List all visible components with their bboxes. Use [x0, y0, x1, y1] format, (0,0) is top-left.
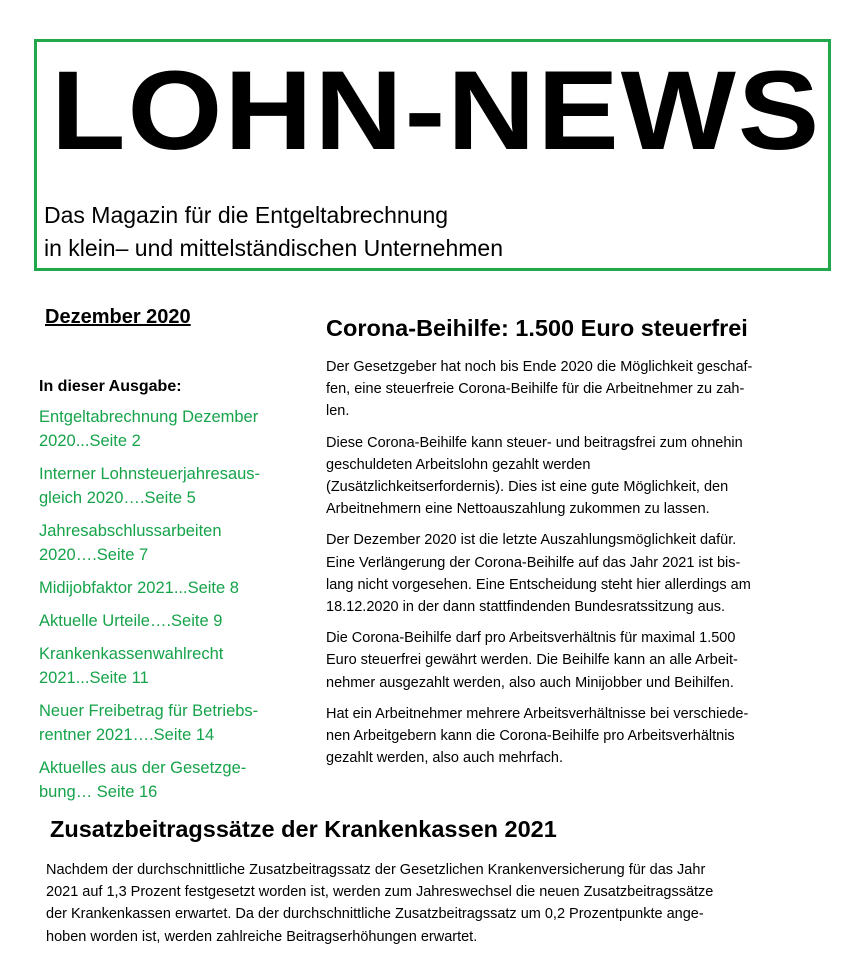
- toc-item-line: Interner Lohnsteuerjahresaus-: [39, 465, 261, 483]
- toc-item-line: 2020...Seite 2: [39, 432, 141, 450]
- toc-item[interactable]: [39, 609, 299, 633]
- toc-item-line: gleich 2020….Seite 5: [39, 489, 196, 507]
- paragraph-line: nen Arbeitgebern kann die Corona-Beihilfe pro Arbeitsverhältnis: [326, 728, 735, 745]
- toc-item-line: Krankenkassenwahlrecht: [39, 645, 224, 663]
- paragraph-line: lang nicht vorgesehen. Eine Entscheidung steht hier allerdings am: [326, 576, 751, 593]
- paragraph-line: Euro steuerfrei gewährt werden. Die Beihilfe kann an alle Arbeit-: [326, 652, 738, 669]
- paragraph-line: Der Dezember 2020 ist die letzte Auszahlungsmöglichkeit dafür.: [326, 532, 737, 549]
- paragraph: [326, 356, 826, 423]
- toc-item[interactable]: [39, 462, 299, 510]
- table-of-contents: [39, 405, 299, 804]
- toc-item[interactable]: [39, 756, 299, 804]
- paragraph-line: Nachdem der durchschnittliche Zusatzbeitragssatz der Gesetzlichen Krankenversicherung für das Jahr: [46, 862, 706, 878]
- paragraph-line: fen, eine steuerfreie Corona-Beihilfe für die Arbeitnehmer zu zah-: [326, 381, 745, 398]
- article-corona-beihilfe: [326, 312, 826, 778]
- paragraph: [326, 529, 826, 618]
- paragraph-line: Hat ein Arbeitnehmer mehrere Arbeitsverhältnisse bei verschiede-: [326, 705, 749, 722]
- masthead-subtitle: [44, 199, 503, 265]
- paragraph-line: Eine Verlängerung der Corona-Beihilfe auf das Jahr 2021 ist bis-: [326, 554, 741, 571]
- paragraph-line: Arbeitnehmern eine Nettoauszahlung zukommen zu lassen.: [326, 501, 710, 518]
- masthead-title: LOHN-NEWS: [51, 47, 822, 173]
- paragraph: [46, 859, 836, 948]
- toc-item[interactable]: [39, 576, 299, 600]
- toc-item-line: rentner 2021….Seite 14: [39, 726, 215, 744]
- toc-item-line: Entgeltabrechnung Dezember: [39, 408, 259, 426]
- sidebar: [39, 304, 299, 813]
- toc-item-line: bung… Seite 16: [39, 783, 158, 801]
- paragraph: [326, 627, 826, 694]
- paragraph-line: Der Gesetzgeber hat noch bis Ende 2020 die Möglichkeit geschaf-: [326, 359, 753, 375]
- paragraph-line: len.: [326, 403, 350, 420]
- paragraph-line: Diese Corona-Beihilfe kann steuer- und beitragsfrei zum ohnehin: [326, 434, 743, 451]
- masthead: [34, 39, 831, 271]
- article-zusatzbeitrag: [46, 813, 836, 957]
- paragraph-line: 18.12.2020 in der dann stattfindenden Bundesratssitzung aus.: [326, 599, 726, 616]
- paragraph: [326, 703, 826, 770]
- paragraph-line: nehmer ausgezahlt werden, also auch Minijobber und Beihilfen.: [326, 674, 734, 691]
- article-body: [326, 356, 826, 769]
- toc-item-line: Midijobfaktor 2021...Seite 8: [39, 579, 239, 597]
- issue-date: Dezember 2020: [45, 306, 191, 328]
- paragraph-line: hoben worden ist, werden zahlreiche Beitragserhöhungen erwartet.: [46, 928, 478, 945]
- paragraph-line: (Zusätzlichkeitserfordernis). Dies ist eine gute Möglichkeit, den: [326, 479, 729, 496]
- toc-item-line: Aktuelles aus der Gesetzge-: [39, 759, 247, 777]
- toc-item-line: 2021...Seite 11: [39, 669, 149, 687]
- toc-heading: In dieser Ausgabe:: [39, 378, 182, 395]
- toc-item-line: Aktuelle Urteile….Seite 9: [39, 612, 223, 630]
- article-title: Zusatzbeitragssätze der Krankenkassen 2021: [50, 816, 557, 842]
- toc-item[interactable]: [39, 642, 299, 690]
- toc-item[interactable]: [39, 405, 299, 453]
- paragraph-line: gezahlt werden, also auch mehrfach.: [326, 750, 563, 767]
- article-title: Corona-Beihilfe: 1.500 Euro steuerfrei: [326, 315, 748, 341]
- subtitle-line: in klein– und mittelständischen Unternehmen: [44, 235, 503, 261]
- paragraph-line: 2021 auf 1,3 Prozent festgesetzt worden ist, werden zum Jahreswechsel die neuen Zusatzbeitragssätze: [46, 884, 714, 901]
- toc-item-line: 2020….Seite 7: [39, 546, 149, 564]
- toc-item-line: Jahresabschlussarbeiten: [39, 522, 222, 540]
- toc-item[interactable]: [39, 519, 299, 567]
- article-body: [46, 859, 836, 948]
- subtitle-line: Das Magazin für die Entgeltabrechnung: [44, 202, 449, 228]
- toc-item-line: Neuer Freibetrag für Betriebs-: [39, 702, 259, 720]
- paragraph-line: geschuldeten Arbeitslohn gezahlt werden: [326, 456, 591, 473]
- paragraph: [326, 432, 826, 521]
- paragraph-line: der Krankenkassen erwartet. Da der durchschnittliche Zusatzbeitragssatz um 0,2 Prozentpunkte ange-: [46, 906, 704, 923]
- toc-item[interactable]: [39, 699, 299, 747]
- paragraph-line: Die Corona-Beihilfe darf pro Arbeitsverhältnis für maximal 1.500: [326, 630, 736, 647]
